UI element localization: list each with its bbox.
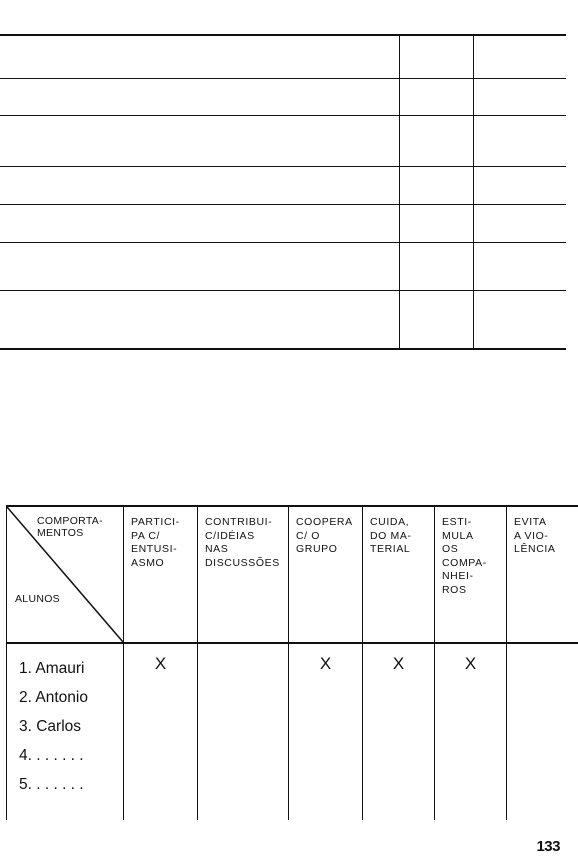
column-header: EVITA A VIO- LÊNCIA [507, 506, 578, 643]
column-header: CUIDA, DO MA- TERIAL [363, 506, 435, 643]
column-header: CONTRIBUI- C/IDÉIAS NAS DISCUSSÕES [198, 506, 289, 643]
student-name: 4. . . . . . . [19, 747, 84, 764]
student-name: 3. Carlos [19, 718, 82, 735]
mark-cell [435, 643, 507, 820]
column-header: COOPERA C/ O GRUPO [289, 506, 363, 643]
student-name: 2. Antonio [19, 689, 88, 706]
corner-header-cell [7, 506, 124, 643]
mark-cell [507, 643, 578, 820]
table-row [0, 242, 566, 290]
column-header: PARTICI- PA C/ ENTUSI- ASMO [124, 506, 198, 643]
check-mark: X [464, 654, 477, 673]
table-row [7, 643, 578, 820]
corner-label-behaviors: COMPORTA- MENTOS [37, 515, 103, 539]
table-row [0, 35, 566, 78]
table-row [0, 115, 566, 166]
table-row [0, 204, 566, 242]
behavior-table [6, 505, 578, 820]
student-name: 5. . . . . . . [19, 776, 84, 793]
header-row [7, 506, 578, 643]
empty-grid-table [0, 34, 566, 350]
mark-cell [289, 643, 363, 820]
check-mark: X [154, 654, 167, 673]
check-mark: X [319, 654, 332, 673]
table-row [0, 166, 566, 204]
student-list-cell [7, 643, 124, 820]
table-row [0, 78, 566, 115]
student-name: 1. Amauri [19, 660, 85, 677]
page-number: 133 [536, 838, 560, 855]
check-mark: X [392, 654, 405, 673]
mark-cell [198, 643, 289, 820]
mark-cell [124, 643, 198, 820]
mark-cell [363, 643, 435, 820]
table-row [0, 290, 566, 349]
column-header: ESTI- MULA OS COMPA- NHEI- ROS [435, 506, 507, 643]
behavior-table-wrapper [6, 505, 578, 801]
corner-label-students: ALUNOS [15, 593, 60, 605]
